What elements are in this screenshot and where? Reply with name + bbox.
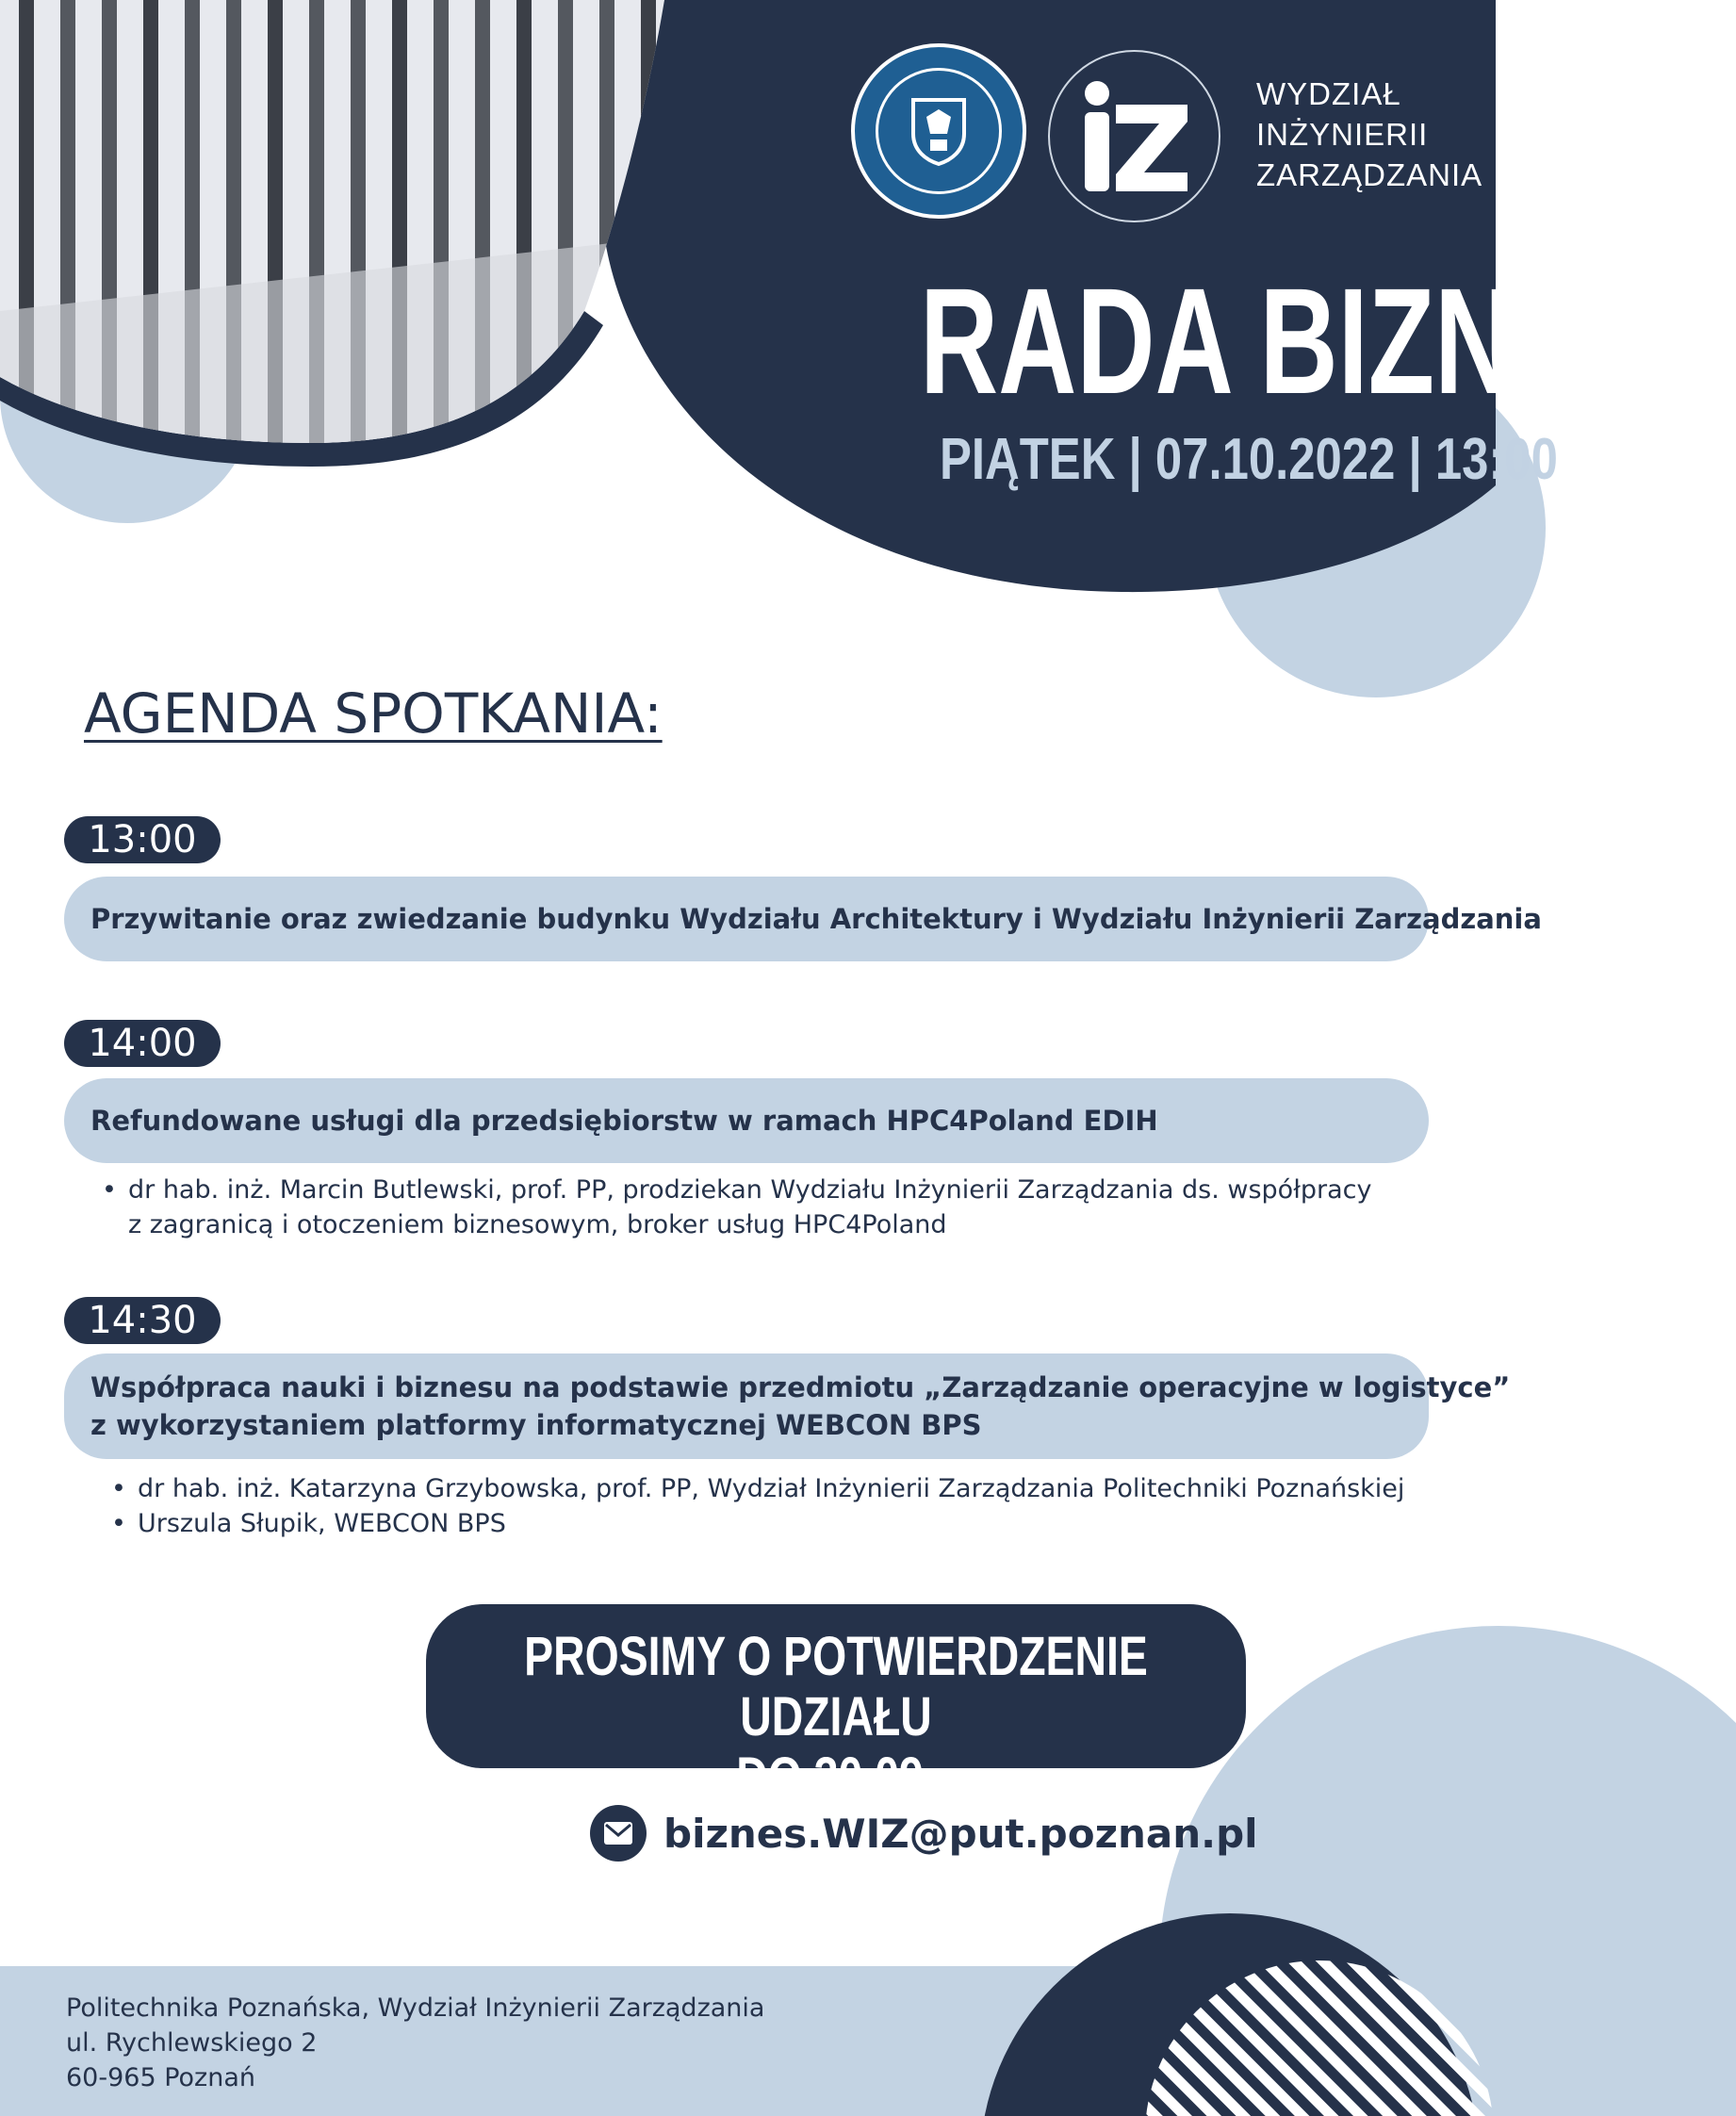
speaker-item [111, 1471, 1404, 1506]
speaker-item [111, 1506, 1404, 1541]
iz-logo [1048, 50, 1220, 222]
main-title: RADA BIZNESU [920, 256, 1736, 425]
rsvp-line: PROSIMY O POTWIERDZENIE UDZIAŁU [524, 1626, 1148, 1747]
speaker-list [102, 1173, 1371, 1242]
address-line: 60-965 Poznań [66, 2063, 255, 2092]
rsvp-banner [426, 1604, 1246, 1808]
agenda-item-title-line: Przywitanie oraz zwiedzanie budynku Wydziału Architektury i Wydziału Inżynierii Zarządzania [90, 903, 1542, 935]
iz-mark-icon [1082, 80, 1191, 193]
agenda-item-title-line: Refundowane usługi dla przedsiębiorstw w ramach HPC4Poland EDIH [90, 1105, 1158, 1137]
facade-stripe [558, 0, 573, 452]
speaker-line: • dr hab. inż. Marcin Butlewski, prof. PP, prodziekan Wydziału Inżynierii Zarządzania ds. współpracy [128, 1175, 1372, 1205]
agenda-item-title-line: Współpraca nauki i biznesu na podstawie przedmiotu „Zarządzanie operacyjne w logistyce” [90, 1371, 1511, 1403]
agenda-item-title [64, 1353, 1511, 1459]
speaker-item [102, 1173, 1371, 1242]
agenda-time-badge: 14:00 [64, 1020, 221, 1067]
faculty-name-line: WYDZIAŁ [1256, 76, 1401, 111]
speaker-line: • dr hab. inż. Katarzyna Grzybowska, prof. PP, Wydział Inżynierii Zarządzania Politechniki Poznańskiej [138, 1474, 1405, 1503]
contact-email-link[interactable]: biznes.WIZ@put.poznan.pl [663, 1810, 1258, 1857]
agenda-item-title [64, 1078, 1429, 1163]
footer-address [66, 1991, 764, 2095]
address-line: Politechnika Poznańska, Wydział Inżynierii Zarządzania [66, 1993, 765, 2023]
speaker-line: • Urszula Słupik, WEBCON BPS [138, 1509, 506, 1538]
put-logo [851, 43, 1026, 219]
agenda-time-badge: 14:30 [64, 1297, 221, 1344]
contact-email-row[interactable] [590, 1804, 1258, 1862]
faculty-name [1256, 74, 1482, 195]
agenda-item-title-line: z wykorzystaniem platformy informatycznej WEBCON BPS [90, 1409, 982, 1441]
mail-icon [590, 1805, 647, 1862]
faculty-name-line: INŻYNIERII [1256, 117, 1429, 152]
speaker-list [111, 1471, 1404, 1541]
agenda-item-title [64, 877, 1542, 961]
date-line: PIĄTEK | 07.10.2022 | 13:00 [940, 427, 1558, 492]
building-photo [0, 0, 679, 452]
rsvp-text [508, 1627, 1164, 1808]
rsvp-line: DO 30.09. [736, 1747, 936, 1808]
agenda-heading: AGENDA SPOTKANIA: [84, 681, 663, 746]
address-line: ul. Rychlewskiego 2 [66, 2028, 318, 2058]
faculty-name-line: ZARZĄDZANIA [1256, 157, 1483, 192]
agenda-time-badge: 13:00 [64, 816, 221, 863]
speaker-line: z zagranicą i otoczeniem biznesowym, broker usług HPC4Poland [128, 1210, 947, 1239]
put-crest-icon [909, 96, 968, 166]
